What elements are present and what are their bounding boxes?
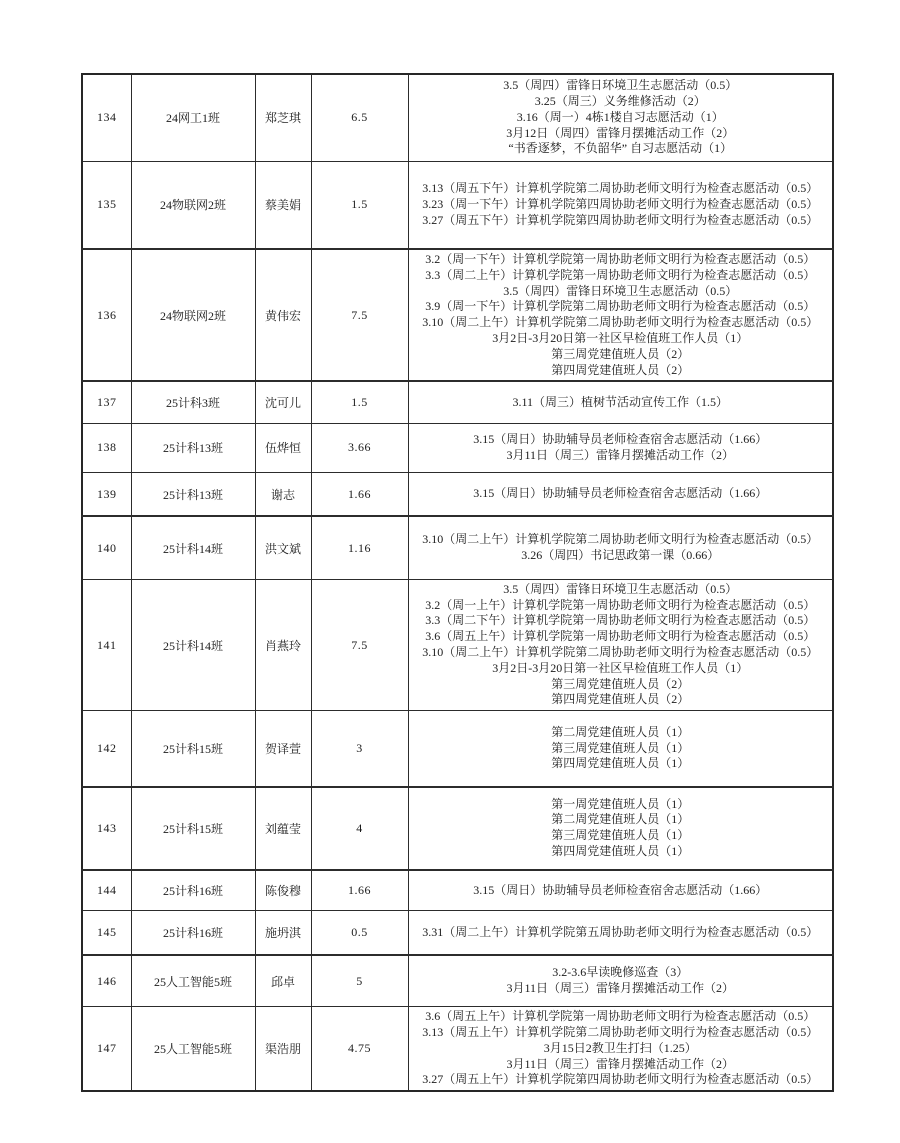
hours-cell: 3 (311, 711, 408, 787)
hours-cell: 7.5 (311, 249, 408, 381)
activity-line: 3月12日（周四）雷锋月摆摊活动工作（2） (506, 125, 735, 140)
class-cell: 25计科14班 (131, 579, 255, 710)
name-cell: 沈可儿 (255, 381, 311, 423)
hours-cell: 0.5 (311, 911, 408, 955)
row-number-cell: 139 (82, 472, 131, 516)
activities-cell (408, 74, 833, 161)
name-cell: 刘蕴莹 (255, 787, 311, 870)
activity-line: 第三周党建值班人员（1） (551, 740, 690, 755)
activity-line: 3.6（周五上午）计算机学院第一周协助老师文明行为检查志愿活动（0.5） (425, 1009, 816, 1024)
activity-line: 3.11（周三）植树节活动宣传工作（1.5） (512, 394, 729, 409)
name-cell: 黄伟宏 (255, 249, 311, 381)
table-row (82, 249, 833, 381)
activity-line: 3.26（周四）书记思政第一课（0.66） (521, 548, 720, 563)
table-row (82, 381, 833, 423)
class-cell: 25计科13班 (131, 472, 255, 516)
class-cell: 24物联网2班 (131, 249, 255, 381)
activities-cell (408, 579, 833, 710)
name-cell: 施坍淇 (255, 911, 311, 955)
row-number-cell: 140 (82, 516, 131, 579)
activity-line: 第二周党建值班人员（1） (551, 812, 690, 827)
activities-cell (408, 711, 833, 787)
name-cell: 邱卓 (255, 955, 311, 1007)
row-number-cell: 146 (82, 955, 131, 1007)
row-number-cell: 137 (82, 381, 131, 423)
row-number-cell: 142 (82, 711, 131, 787)
row-number-cell: 134 (82, 74, 131, 161)
class-cell: 25计科13班 (131, 423, 255, 472)
class-cell: 25计科16班 (131, 870, 255, 911)
name-cell: 渠浩朋 (255, 1007, 311, 1091)
activity-line: 3.2（周一下午）计算机学院第一周协助老师文明行为检查志愿活动（0.5） (425, 252, 816, 266)
volunteer-hours-table (81, 73, 834, 1092)
activity-line: 3.2-3.6早读晚修巡查（3） (552, 965, 689, 980)
activity-line: 3.25（周三）义务维修活动（2） (534, 94, 706, 109)
activity-line: 3月15日2教卫生打扫（1.25） (543, 1040, 697, 1055)
table-row (82, 711, 833, 787)
row-number-cell: 144 (82, 870, 131, 911)
activities-cell (408, 1007, 833, 1091)
table-row (82, 870, 833, 911)
activity-line: 3.2（周一上午）计算机学院第一周协助老师文明行为检查志愿活动（0.5） (425, 597, 816, 612)
activity-line: 3.31（周二上午）计算机学院第五周协助老师文明行为检查志愿活动（0.5） (422, 924, 819, 939)
activities-cell (408, 381, 833, 423)
table-row (82, 74, 833, 161)
hours-cell: 1.16 (311, 516, 408, 579)
hours-cell: 6.5 (311, 74, 408, 161)
activity-line: 3.13（周五上午）计算机学院第二周协助老师文明行为检查志愿活动（0.5） (422, 1025, 819, 1040)
activity-line: 3.27（周五上午）计算机学院第四周协助老师文明行为检查志愿活动（0.5） (422, 1072, 819, 1087)
activities-cell (408, 161, 833, 249)
activity-line: 3.10（周二上午）计算机学院第二周协助老师文明行为检查志愿活动（0.5） (422, 315, 819, 330)
activities-cell (408, 870, 833, 911)
activity-line: 3.15（周日）协助辅导员老师检查宿舍志愿活动（1.66） (473, 882, 768, 897)
activity-line: 3.15（周日）协助辅导员老师检查宿舍志愿活动（1.66） (473, 432, 768, 447)
table-row (82, 161, 833, 249)
table-row (82, 472, 833, 516)
name-cell: 蔡美娟 (255, 161, 311, 249)
activity-line: 第三周党建值班人员（2） (551, 676, 690, 691)
activity-line: 3.5（周四）雷锋日环境卫生志愿活动（0.5） (503, 283, 738, 298)
activity-line: 3.6（周五上午）计算机学院第一周协助老师文明行为检查志愿活动（0.5） (425, 629, 816, 644)
activity-line: 3月2日-3月20日第一社区早检值班工作人员（1） (492, 330, 749, 345)
activity-line: 3.9（周一下午）计算机学院第二周协助老师文明行为检查志愿活动（0.5） (425, 299, 816, 314)
table-row (82, 787, 833, 870)
row-number-cell: 138 (82, 423, 131, 472)
hours-cell: 1.66 (311, 472, 408, 516)
row-number-cell: 145 (82, 911, 131, 955)
class-cell: 25计科16班 (131, 911, 255, 955)
class-cell: 25计科15班 (131, 711, 255, 787)
name-cell: 郑芝琪 (255, 74, 311, 161)
table-row (82, 955, 833, 1007)
activities-cell (408, 249, 833, 381)
activity-line: 3.27（周五下午）计算机学院第四周协助老师文明行为检查志愿活动（0.5） (422, 212, 819, 227)
name-cell: 肖燕玲 (255, 579, 311, 710)
activity-line: 第二周党建值班人员（1） (551, 724, 690, 739)
row-number-cell: 136 (82, 249, 131, 381)
activity-line: 第四周党建值班人员（1） (551, 844, 690, 859)
table-row (82, 911, 833, 955)
activities-cell (408, 516, 833, 579)
activity-line: 第三周党建值班人员（2） (551, 346, 690, 361)
activities-cell (408, 911, 833, 955)
row-number-cell: 141 (82, 579, 131, 710)
name-cell: 陈俊穆 (255, 870, 311, 911)
activity-line: 第四周党建值班人员（2） (551, 692, 690, 707)
row-number-cell: 147 (82, 1007, 131, 1091)
activities-cell (408, 955, 833, 1007)
activity-line: 3月2日-3月20日第一社区早检值班工作人员（1） (492, 660, 749, 675)
activity-line: 3月11日（周三）雷锋月摆摊活动工作（2） (506, 447, 735, 462)
hours-cell: 7.5 (311, 579, 408, 710)
hours-cell: 3.66 (311, 423, 408, 472)
hours-cell: 5 (311, 955, 408, 1007)
hours-cell: 4 (311, 787, 408, 870)
activity-line: 3月11日（周三）雷锋月摆摊活动工作（2） (506, 981, 735, 995)
activity-line: 3.10（周二上午）计算机学院第二周协助老师文明行为检查志愿活动（0.5） (422, 532, 819, 547)
hours-cell: 1.5 (311, 161, 408, 249)
activities-cell (408, 787, 833, 870)
activity-line: 3.15（周日）协助辅导员老师检查宿舍志愿活动（1.66） (473, 486, 768, 501)
activity-line: 第一周党建值班人员（1） (551, 796, 690, 811)
table-row (82, 423, 833, 472)
row-number-cell: 135 (82, 161, 131, 249)
hours-cell: 4.75 (311, 1007, 408, 1091)
activities-cell (408, 423, 833, 472)
activity-line: 3.3（周二上午）计算机学院第一周协助老师文明行为检查志愿活动（0.5） (425, 267, 816, 282)
activity-line: 第四周党建值班人员（2） (551, 362, 690, 377)
hours-cell: 1.5 (311, 381, 408, 423)
class-cell: 25计科14班 (131, 516, 255, 579)
activity-line: 第三周党建值班人员（1） (551, 828, 690, 843)
class-cell: 25计科3班 (131, 381, 255, 423)
class-cell: 24网工1班 (131, 74, 255, 161)
activity-line: 3.5（周四）雷锋日环境卫生志愿活动（0.5） (503, 581, 738, 596)
name-cell: 贺译萱 (255, 711, 311, 787)
activity-line: 3.16（周一）4栋1楼自习志愿活动（1） (516, 109, 724, 124)
activity-line: 3.3（周二下午）计算机学院第一周协助老师文明行为检查志愿活动（0.5） (425, 613, 816, 628)
table-row (82, 516, 833, 579)
activity-line: 3月11日（周三）雷锋月摆摊活动工作（2） (506, 1056, 735, 1071)
table-body (82, 74, 833, 1091)
activities-cell (408, 472, 833, 516)
name-cell: 洪文斌 (255, 516, 311, 579)
activity-line: 第四周党建值班人员（1） (551, 756, 690, 771)
activity-line: 3.13（周五下午）计算机学院第二周协助老师文明行为检查志愿活动（0.5） (422, 181, 819, 196)
table-row (82, 1007, 833, 1091)
table-row (82, 579, 833, 710)
class-cell: 25人工智能5班 (131, 1007, 255, 1091)
class-cell: 25计科15班 (131, 787, 255, 870)
activity-line: 3.23（周一下午）计算机学院第四周协助老师文明行为检查志愿活动（0.5） (422, 196, 819, 211)
name-cell: 伍烨恒 (255, 423, 311, 472)
row-number-cell: 143 (82, 787, 131, 870)
volunteer-hours-sheet (81, 73, 834, 1092)
class-cell: 24物联网2班 (131, 161, 255, 249)
activity-line: 3.10（周二上午）计算机学院第二周协助老师文明行为检查志愿活动（0.5） (422, 645, 819, 660)
hours-cell: 1.66 (311, 870, 408, 911)
name-cell: 谢志 (255, 472, 311, 516)
class-cell: 25人工智能5班 (131, 955, 255, 1007)
activity-line: 3.5（周四）雷锋日环境卫生志愿活动（0.5） (503, 78, 738, 93)
activity-line: “书香逐梦，不负韶华” 自习志愿活动（1） (508, 141, 733, 156)
